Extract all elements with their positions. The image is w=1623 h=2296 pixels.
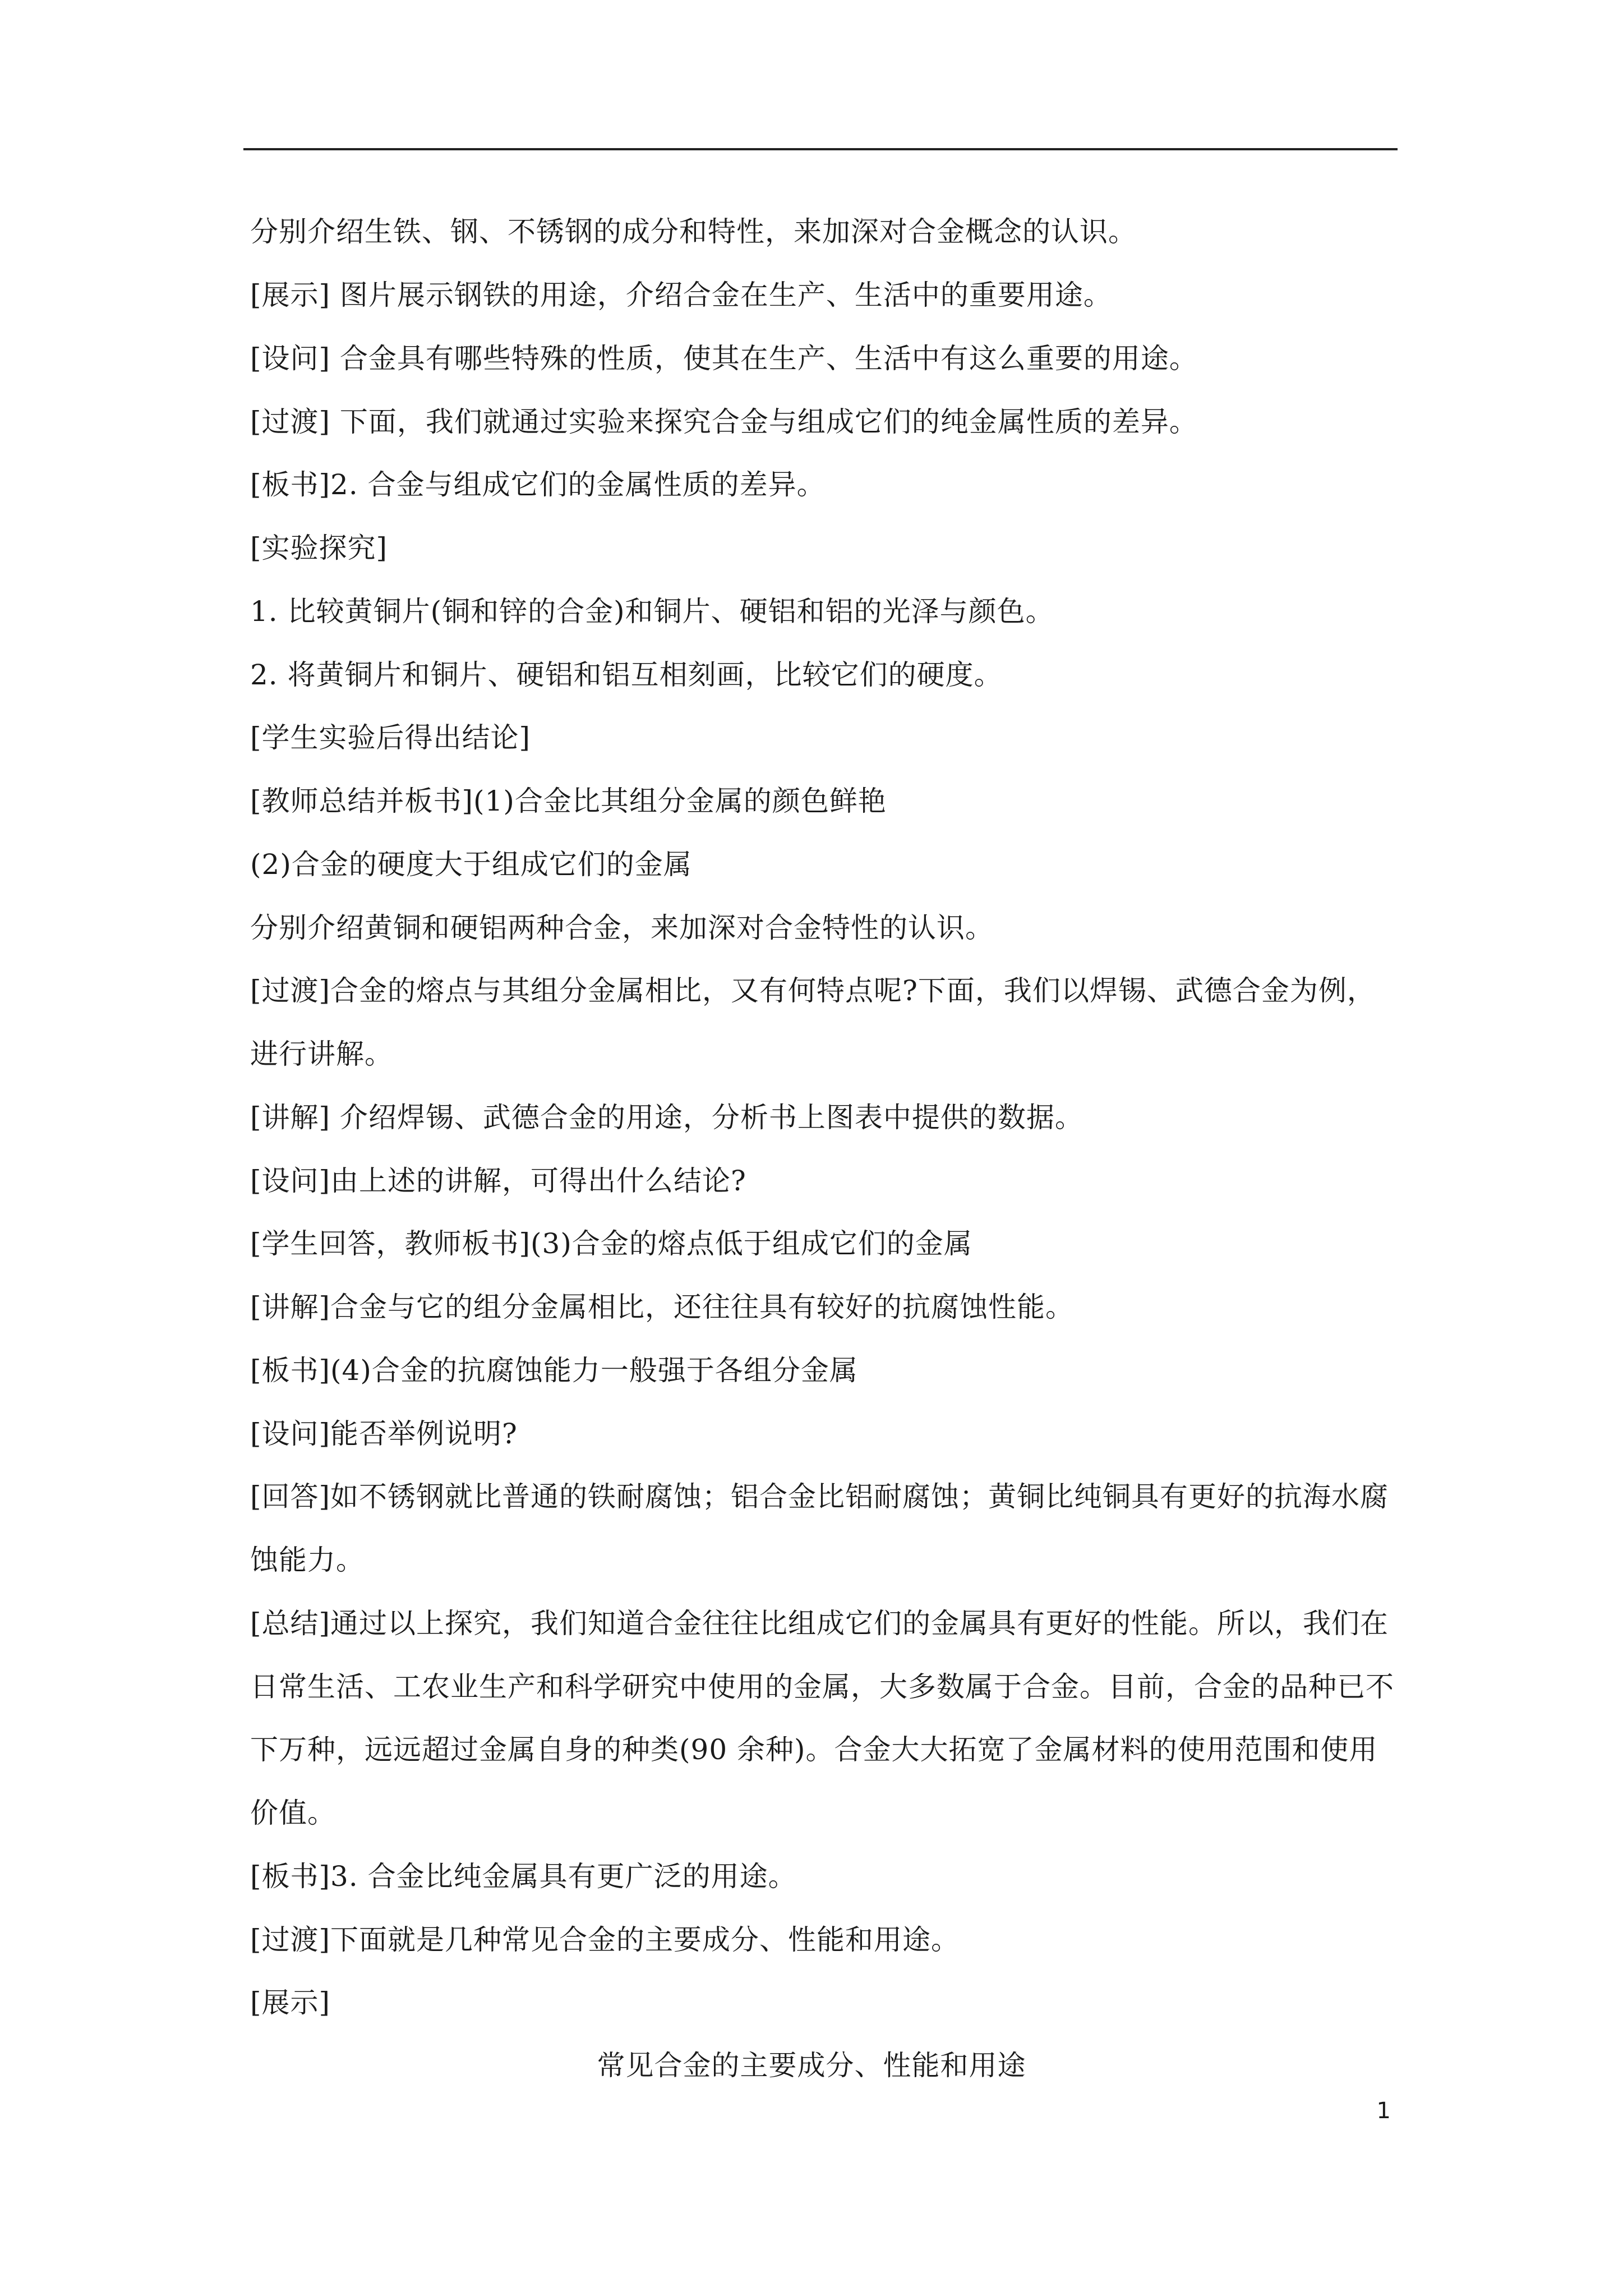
table-caption: 常见合金的主要成分、性能和用途 <box>597 2049 1026 2082</box>
text-line: 分别介绍黄铜和硬铝两种合金，来加深对合金特性的认识。 <box>250 912 994 944</box>
text-line: 价值。 <box>250 1797 336 1829</box>
text-line: [过渡]下面就是几种常见合金的主要成分、性能和用途。 <box>250 1924 960 1956</box>
text-line: 下万种，远远超过金属自身的种类(90 余种)。合金大大拓宽了金属材料的使用范围和使用 <box>250 1733 1378 1766</box>
text-line: [过渡] 下面，我们就通过实验来探究合金与组成它们的纯金属性质的差异。 <box>250 406 1198 438</box>
text-line: [设问] 合金具有哪些特殊的性质，使其在生产、生活中有这么重要的用途。 <box>250 342 1198 375</box>
text-line: [总结]通过以上探究，我们知道合金往往比组成它们的金属具有更好的性能。所以，我们在 <box>250 1607 1389 1640</box>
text-line: [设问]能否举例说明? <box>250 1418 518 1450</box>
text-line: [过渡]合金的熔点与其组分金属相比，又有何特点呢?下面，我们以焊锡、武德合金为例， <box>250 974 1376 1007</box>
text-line: [板书]2. 合金与组成它们的金属性质的差异。 <box>250 468 826 501</box>
text-line: (2)合金的硬度大于组成它们的金属 <box>250 848 692 881</box>
text-line: 分别介绍生铁、钢、不锈钢的成分和特性，来加深对合金概念的认识。 <box>250 215 1137 248</box>
text-line: [展示] <box>250 1986 331 2019</box>
header-rule <box>243 148 1398 150</box>
text-line: [学生实验后得出结论] <box>250 721 531 754</box>
text-line: [板书](4)合金的抗腐蚀能力一般强于各组分金属 <box>250 1354 858 1387</box>
text-line: 日常生活、工农业生产和科学研究中使用的金属，大多数属于合金。目前，合金的品种已不 <box>250 1671 1394 1703</box>
text-line: [设问]由上述的讲解，可得出什么结论? <box>250 1165 746 1197</box>
text-line: [实验探究] <box>250 532 388 564</box>
page-number: 1 <box>1376 2098 1391 2124</box>
text-line: 1. 比较黄铜片(铜和锌的合金)和铜片、硬铝和铝的光泽与颜色。 <box>250 595 1054 628</box>
text-line: [回答]如不锈钢就比普通的铁耐腐蚀；铝合金比铝耐腐蚀；黄铜比纯铜具有更好的抗海水腐 <box>250 1480 1389 1513</box>
text-line: [讲解]合金与它的组分金属相比，还往往具有较好的抗腐蚀性能。 <box>250 1291 1075 1323</box>
text-line: 2. 将黄铜片和铜片、硬铝和铝互相刻画，比较它们的硬度。 <box>250 659 1003 691</box>
text-line: 进行讲解。 <box>250 1038 393 1070</box>
text-line: 蚀能力。 <box>250 1544 365 1576</box>
text-line: [板书]3. 合金比纯金属具有更广泛的用途。 <box>250 1860 797 1893</box>
text-line: [教师总结并板书](1)合金比其组分金属的颜色鲜艳 <box>250 785 887 817</box>
text-line: [展示] 图片展示钢铁的用途，介绍合金在生产、生活中的重要用途。 <box>250 279 1112 311</box>
text-line: [学生回答，教师板书](3)合金的熔点低于组成它们的金属 <box>250 1227 972 1260</box>
text-line: [讲解] 介绍焊锡、武德合金的用途，分析书上图表中提供的数据。 <box>250 1101 1083 1134</box>
